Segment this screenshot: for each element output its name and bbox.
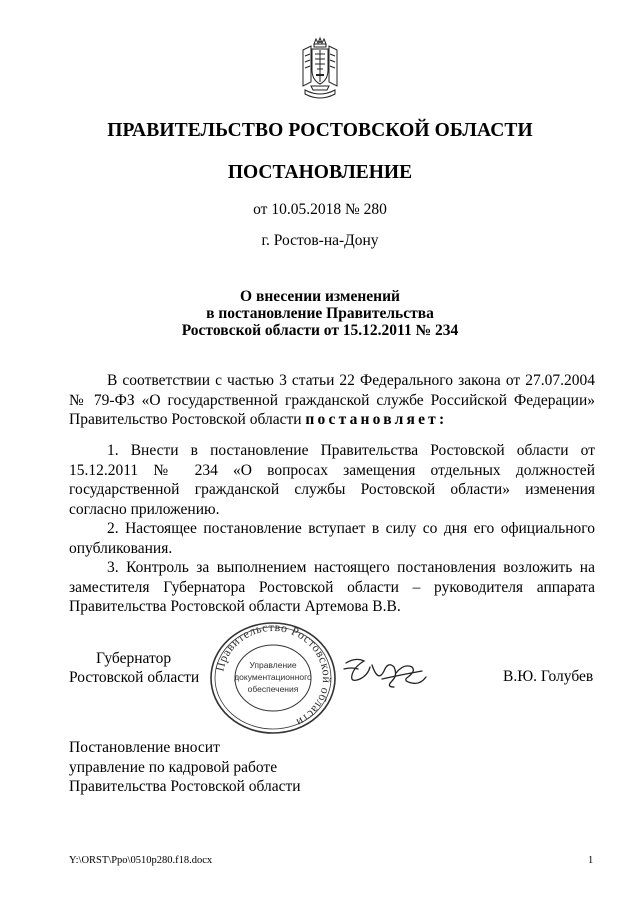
stamp-outer-text: Правительство Ростовской области <box>212 620 335 730</box>
subject-line: О внесении изменений <box>240 288 400 305</box>
subject-line: в постановление Правительства <box>206 305 434 322</box>
submitted-by-note <box>69 738 301 797</box>
stamp-inner-line: документационного <box>234 672 312 682</box>
decree-word: постановляет: <box>305 411 448 428</box>
decree-item: 2. Настоящее постановление вступает в силу со дня его официального опубликования. <box>69 520 595 557</box>
subject-line: Ростовской области от 15.12.2011 № 234 <box>181 322 459 339</box>
document-type: ПОСТАНОВЛЕНИЕ <box>227 162 413 183</box>
handwritten-signature-icon <box>342 653 430 699</box>
decree-item: 1. Внести в постановление Правительства Ростовской области от 15.12.2011 № 234 «О вопросах замещения отдельных должностей государственной гражданской службы Ростовской области» изменения согласно приложению. <box>69 442 595 518</box>
document-subject <box>0 288 640 339</box>
signatory-position-line: Губернатор <box>96 650 172 667</box>
stamp-inner-line: обеспечения <box>247 684 299 694</box>
submitted-by-line: Правительства Ростовской области <box>69 778 301 795</box>
government-title: ПРАВИТЕЛЬСТВО РОСТОВСКОЙ ОБЛАСТИ <box>107 120 533 141</box>
signatory-position <box>69 649 199 687</box>
decree-item: 3. Контроль за выполнением настоящего постановления возложить на заместителя Губернатора Ростовской области – руководителя аппарата Правительства Ростовской области Артемова В.В. <box>69 559 595 615</box>
preamble-paragraph <box>69 371 595 430</box>
signatory-name: В.Ю. Голубев <box>503 668 594 685</box>
coat-of-arms-icon <box>297 36 343 106</box>
preamble-text: В соответствии с частью 3 статьи 22 Федерального закона от 27.07.2004 № 79-ФЗ «О государственной гражданской службе Российской Федерации» Правительство Ростовской области <box>69 372 595 428</box>
document-date-number: от 10.05.2018 № 280 <box>253 201 387 218</box>
signatory-position-line: Ростовской области <box>69 669 200 686</box>
official-stamp-icon <box>203 620 339 736</box>
decree-items <box>69 441 595 617</box>
stamp-inner-line: Управление <box>249 660 297 670</box>
file-path: Y:\ORST\Ppo\0510p280.f18.docx <box>69 855 213 866</box>
document-place: г. Ростов-на-Дону <box>261 232 379 249</box>
submitted-by-line: управление по кадровой работе <box>69 758 278 776</box>
submitted-by-line: Постановление вносит <box>69 739 220 756</box>
page-number: 1 <box>588 855 594 866</box>
